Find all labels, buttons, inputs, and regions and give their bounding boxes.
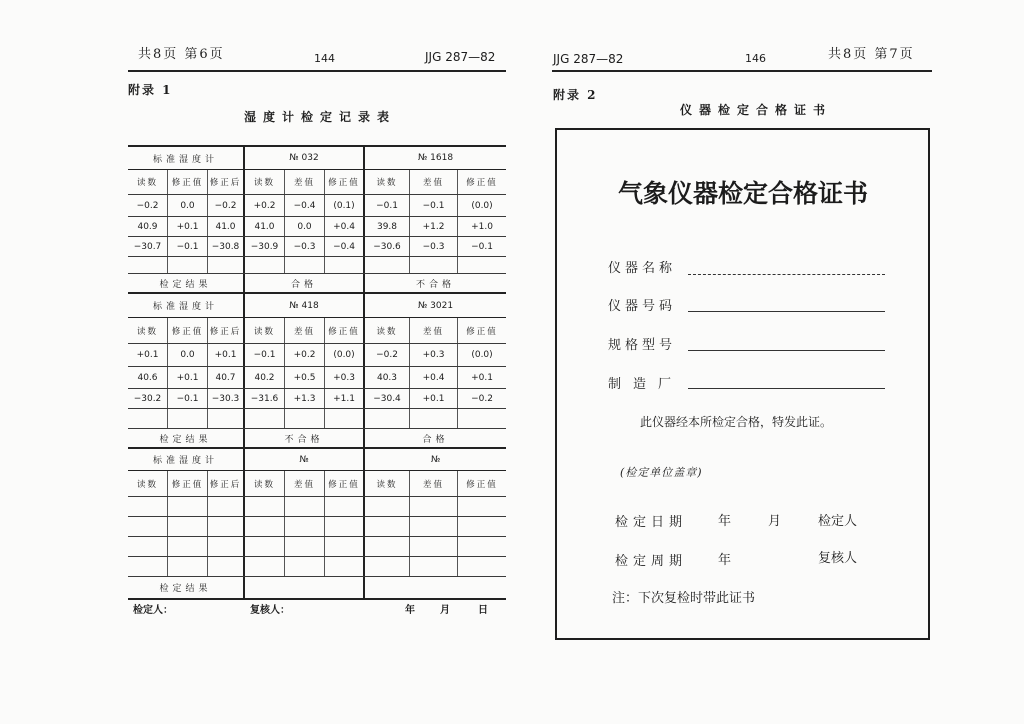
table-cell: 41.0 xyxy=(208,217,245,236)
table-cell xyxy=(285,557,325,576)
table-cell xyxy=(168,557,208,576)
standard-hygrometer-label: 标准湿度计 xyxy=(128,294,245,317)
table-cell: 40.6 xyxy=(128,367,168,388)
column-header: 修正值 xyxy=(325,170,365,194)
table-cell xyxy=(168,517,208,536)
page-number: 144 xyxy=(314,52,335,65)
manufacturer-line xyxy=(688,388,885,389)
table-cell: −30.7 xyxy=(128,237,168,256)
instrument-number: № 032 xyxy=(245,147,365,169)
table-cell: (0.1) xyxy=(325,195,365,216)
table-cell xyxy=(458,497,506,516)
table-cell xyxy=(365,257,410,273)
column-header: 修正后 xyxy=(208,471,245,496)
table-cell: (0.0) xyxy=(325,344,365,366)
column-header-row xyxy=(128,471,506,497)
table-cell xyxy=(410,517,458,536)
instrument-row xyxy=(128,294,506,318)
column-header: 读数 xyxy=(128,170,168,194)
table-cell xyxy=(458,409,506,428)
table-cell: −0.2 xyxy=(128,195,168,216)
table-cell: −30.3 xyxy=(208,389,245,408)
column-header-row xyxy=(128,318,506,344)
result-row xyxy=(128,274,506,294)
table-row xyxy=(128,257,506,274)
seal-placeholder: (检定单位盖章) xyxy=(620,466,703,479)
column-header: 差值 xyxy=(285,318,325,343)
page-number: 146 xyxy=(745,52,766,65)
column-header: 差值 xyxy=(410,318,458,343)
instrument-number-line xyxy=(688,311,885,312)
column-header-row xyxy=(128,170,506,195)
table-cell xyxy=(325,537,365,556)
table-cell: 0.0 xyxy=(168,195,208,216)
standard-code: JJG 287—82 xyxy=(425,50,496,64)
day-label: 日 xyxy=(478,605,488,616)
inspection-period-year: 年 xyxy=(718,553,732,568)
instrument-number: № xyxy=(245,449,365,470)
table-cell: 40.9 xyxy=(128,217,168,236)
table-cell: −0.3 xyxy=(410,237,458,256)
table-cell xyxy=(208,537,245,556)
appendix-label: 附录 2 xyxy=(553,88,598,102)
instrument-number: № xyxy=(430,454,441,465)
certificate-statement: 此仪器经本所检定合格，特发此证。 xyxy=(640,415,833,429)
table-cell: +0.3 xyxy=(410,344,458,366)
table-cell xyxy=(458,257,506,273)
result-value: 合格 xyxy=(422,434,449,445)
table-cell xyxy=(410,557,458,576)
table-cell xyxy=(410,497,458,516)
year-label: 年 xyxy=(405,605,415,616)
table-cell xyxy=(208,517,245,536)
table-cell: −30.4 xyxy=(365,389,410,408)
table-cell: (0.0) xyxy=(471,200,493,211)
column-header: 修正值 xyxy=(168,471,208,496)
inspection-date-label: 检定日期 xyxy=(615,515,688,530)
table-cell: +0.1 xyxy=(168,217,208,236)
table-cell xyxy=(410,257,458,273)
table-cell xyxy=(365,517,410,536)
table-cell xyxy=(128,497,168,516)
column-header: 修正值 xyxy=(168,318,208,343)
inspection-period-label: 检定周期 xyxy=(615,554,688,569)
result-row xyxy=(128,577,506,600)
table-cell xyxy=(168,497,208,516)
model-spec-line xyxy=(688,350,885,351)
column-header: 差值 xyxy=(410,170,458,194)
table-cell: −0.1 xyxy=(168,389,208,408)
result-label: 检定结果 xyxy=(128,577,245,598)
table-cell: −0.3 xyxy=(285,237,325,256)
instrument-number: № 3021 xyxy=(417,300,454,311)
table-cell: 40.2 xyxy=(245,367,285,388)
column-header: 修正值 xyxy=(325,318,365,343)
column-header: 修正值 xyxy=(168,170,208,194)
instrument-number: № 1618 xyxy=(417,153,454,163)
table-cell: (0.0) xyxy=(471,350,493,360)
table-cell: +0.1 xyxy=(128,344,168,366)
table-row xyxy=(128,517,506,537)
table-cell xyxy=(245,257,285,273)
table-cell xyxy=(325,257,365,273)
column-header: 差值 xyxy=(410,471,458,496)
table-cell: +0.3 xyxy=(325,367,365,388)
table-row xyxy=(128,557,506,577)
instrument-name-line xyxy=(688,274,885,275)
table-cell: +1.1 xyxy=(325,389,365,408)
table-row xyxy=(128,537,506,557)
table-cell: +0.5 xyxy=(285,367,325,388)
table-cell: 40.7 xyxy=(208,367,245,388)
table-cell: +1.3 xyxy=(285,389,325,408)
appendix-label: 附录 1 xyxy=(128,83,173,97)
inspection-date-month: 月 xyxy=(768,514,782,529)
certificate-frame xyxy=(555,128,930,640)
column-header: 修正值 xyxy=(466,178,498,188)
table-cell xyxy=(285,497,325,516)
column-header: 读数 xyxy=(245,471,285,496)
table-cell: −0.2 xyxy=(208,195,245,216)
table-cell: 40.3 xyxy=(365,367,410,388)
column-header: 修正后 xyxy=(208,318,245,343)
result-value xyxy=(365,577,506,598)
table-cell: +0.1 xyxy=(168,367,208,388)
instrument-number: № 418 xyxy=(245,294,365,317)
table-cell xyxy=(128,537,168,556)
table-cell: +0.2 xyxy=(245,195,285,216)
table-cell xyxy=(208,557,245,576)
table-cell: 41.0 xyxy=(245,217,285,236)
column-header: 读数 xyxy=(128,471,168,496)
table-row xyxy=(128,217,506,237)
column-header: 读数 xyxy=(245,170,285,194)
result-value: 不合格 xyxy=(245,429,365,447)
instrument-row xyxy=(128,449,506,471)
certificate-note: 注：下次复检时带此证书 xyxy=(612,591,756,606)
result-value xyxy=(245,577,365,598)
table-cell xyxy=(285,537,325,556)
column-header: 修正后 xyxy=(208,170,245,194)
table-cell xyxy=(168,537,208,556)
table-cell xyxy=(245,557,285,576)
table-cell: 0.0 xyxy=(285,217,325,236)
table-row xyxy=(128,497,506,517)
table-cell xyxy=(128,517,168,536)
table-cell: +0.4 xyxy=(325,217,365,236)
model-spec-label: 规格型号 xyxy=(608,338,677,353)
column-header: 修正值 xyxy=(466,479,498,490)
table-cell: −0.4 xyxy=(285,195,325,216)
table-cell: −0.4 xyxy=(325,237,365,256)
table-cell xyxy=(325,409,365,428)
standard-hygrometer-label: 标准湿度计 xyxy=(128,147,245,169)
certificate-heading: 气象仪器检定合格证书 xyxy=(618,179,869,208)
reviewer-label: 复核人 xyxy=(818,551,858,566)
column-header: 差值 xyxy=(285,471,325,496)
instrument-name-label: 仪器名称 xyxy=(608,261,677,276)
table-cell: +0.1 xyxy=(471,372,493,383)
table-cell xyxy=(325,557,365,576)
column-header: 修正值 xyxy=(325,471,365,496)
table-cell xyxy=(365,537,410,556)
table-cell xyxy=(285,517,325,536)
table-cell xyxy=(208,497,245,516)
table-cell: 0.0 xyxy=(168,344,208,366)
manufacturer-label: 制造厂 xyxy=(608,377,684,392)
record-table xyxy=(128,145,506,600)
reviewer-label: 复核人： xyxy=(250,605,290,616)
table-cell: +1.0 xyxy=(471,221,493,232)
result-value: 不合格 xyxy=(415,279,455,290)
table-cell xyxy=(168,257,208,273)
table-cell xyxy=(128,257,168,273)
table-cell xyxy=(245,409,285,428)
column-header: 修正值 xyxy=(466,326,498,337)
page-title: 仪器检定合格证书 xyxy=(680,103,833,117)
column-header: 读数 xyxy=(128,318,168,343)
table-cell: −30.9 xyxy=(245,237,285,256)
inspector-label: 检定人： xyxy=(133,605,173,616)
table-cell: −31.6 xyxy=(245,389,285,408)
table-cell: +0.1 xyxy=(410,389,458,408)
table-cell: +0.1 xyxy=(208,344,245,366)
table-cell xyxy=(245,517,285,536)
table-cell xyxy=(128,557,168,576)
table-cell: +0.4 xyxy=(410,367,458,388)
table-cell: −0.1 xyxy=(365,195,410,216)
table-cell xyxy=(208,409,245,428)
table-cell: −0.1 xyxy=(471,241,493,252)
table-cell xyxy=(325,497,365,516)
table-cell: −0.1 xyxy=(245,344,285,366)
table-row xyxy=(128,367,506,389)
column-header: 读数 xyxy=(365,170,410,194)
column-header: 读数 xyxy=(365,318,410,343)
column-header: 差值 xyxy=(285,170,325,194)
result-value: 合格 xyxy=(245,274,365,292)
standard-code: JJG 287—82 xyxy=(553,52,624,66)
column-header: 读数 xyxy=(365,471,410,496)
instrument-row xyxy=(128,147,506,170)
month-label: 月 xyxy=(440,605,450,616)
instrument-number-label: 仪器号码 xyxy=(608,299,677,314)
table-cell xyxy=(458,517,506,536)
inspector-label: 检定人 xyxy=(818,514,858,529)
table-row xyxy=(128,237,506,257)
table-cell xyxy=(458,537,506,556)
result-row xyxy=(128,429,506,449)
result-label: 检定结果 xyxy=(128,429,245,447)
table-cell: −0.1 xyxy=(410,195,458,216)
table-cell: +0.2 xyxy=(285,344,325,366)
table-cell xyxy=(168,409,208,428)
inspection-date-year: 年 xyxy=(718,514,732,529)
table-row xyxy=(128,195,506,217)
page-title: 湿度计检定记录表 xyxy=(244,110,397,124)
table-cell xyxy=(245,537,285,556)
table-row xyxy=(128,344,506,367)
header-rule xyxy=(552,70,932,72)
table-cell: +1.2 xyxy=(410,217,458,236)
page-count-label: 共8页 第6页 xyxy=(138,47,225,62)
table-row xyxy=(128,389,506,409)
table-cell: −30.8 xyxy=(208,237,245,256)
standard-hygrometer-label: 标准湿度计 xyxy=(128,449,245,470)
table-cell xyxy=(365,409,410,428)
header-rule xyxy=(128,70,506,72)
table-cell xyxy=(128,409,168,428)
table-cell xyxy=(285,257,325,273)
table-cell xyxy=(458,557,506,576)
table-cell: −30.6 xyxy=(365,237,410,256)
table-cell xyxy=(208,257,245,273)
table-cell xyxy=(245,497,285,516)
column-header: 读数 xyxy=(245,318,285,343)
table-cell xyxy=(365,497,410,516)
table-cell xyxy=(410,409,458,428)
table-cell xyxy=(365,557,410,576)
table-cell: −0.2 xyxy=(471,393,493,404)
table-cell xyxy=(410,537,458,556)
result-label: 检定结果 xyxy=(128,274,245,292)
table-cell: −30.2 xyxy=(128,389,168,408)
table-row xyxy=(128,409,506,429)
table-cell: 39.8 xyxy=(365,217,410,236)
table-cell xyxy=(285,409,325,428)
table-cell: −0.2 xyxy=(365,344,410,366)
table-cell xyxy=(325,517,365,536)
table-cell: −0.1 xyxy=(168,237,208,256)
page-count-label: 共8页 第7页 xyxy=(828,47,915,62)
